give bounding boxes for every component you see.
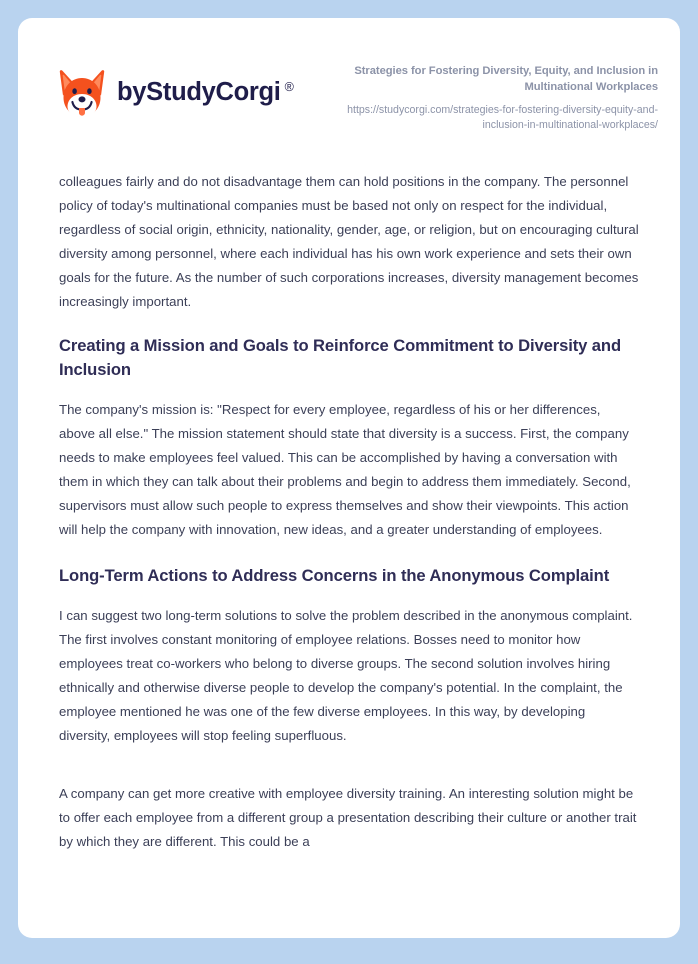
- registered-trademark-icon: ®: [284, 80, 294, 95]
- article-url: https://studycorgi.com/strategies-for-fostering-diversity-equity-and-inclusion-in-multinational-workplaces/: [347, 103, 658, 131]
- paragraph-long-term: I can suggest two long-term solutions to solve the problem described in the anonymous complaint. The first involves constant monitoring of employee relations. Bosses need to monitor how employees treat co-workers who belong to diverse groups. The second solution involves hiring ethnically and otherwise diverse people to develop the company's potential. In the complaint, the employee mentioned he was one of the few diverse employees. In this way, by developing diversity, employees will stop feeling superfluous.: [59, 607, 633, 743]
- document-body: [18, 170, 680, 854]
- paragraph-spacer: [59, 768, 639, 782]
- paragraph-intro: colleagues fairly and do not disadvantage them can hold positions in the company. The personnel policy of today's multinational companies must be based not only on respect for the individual, regardless of social origin, ethnicity, nationality, gender, age, or religion, but on encouraging cultural diversity among personnel, where each individual has his own work experience and sets their own goals for the future. As the number of such corporations increases, diversity management becomes increasingly important.: [59, 173, 639, 309]
- paragraph-mission: The company's mission is: "Respect for every employee, regardless of his or her differences, above all else." The mission statement should state that diversity is a success. First, the company needs to make employees feel valued. This can be accomplished by having a conversation with them in which they can talk about their problems and begin to address them immediately. Second, supervisors must allow such people to express themselves and show their viewpoints. This action will help the company with innovation, new ideas, and a greater understanding of employees.: [59, 401, 631, 537]
- brand-logo-block: [59, 62, 294, 118]
- brand-name: StudyCorgi: [146, 78, 281, 107]
- document-header: [18, 18, 680, 133]
- brand-wordmark: [117, 80, 294, 106]
- heading-mission-and-goals: Creating a Mission and Goals to Reinforce Commitment to Diversity and Inclusion: [59, 335, 621, 379]
- paragraph-diversity-training: A company can get more creative with employee diversity training. An interesting solution might be to offer each employee from a different group a presentation describing their culture or another trait by which they are different. This could be a: [59, 785, 637, 849]
- heading-long-term-actions: Long-Term Actions to Address Concerns in the Anonymous Complaint: [59, 565, 610, 585]
- document-page: [18, 18, 680, 938]
- brand-prefix: by: [117, 78, 147, 107]
- article-title: Strategies for Fostering Diversity, Equity, and Inclusion in Multinational Workplaces: [354, 65, 658, 93]
- header-meta-block: [306, 62, 658, 133]
- corgi-head-icon: [59, 68, 105, 118]
